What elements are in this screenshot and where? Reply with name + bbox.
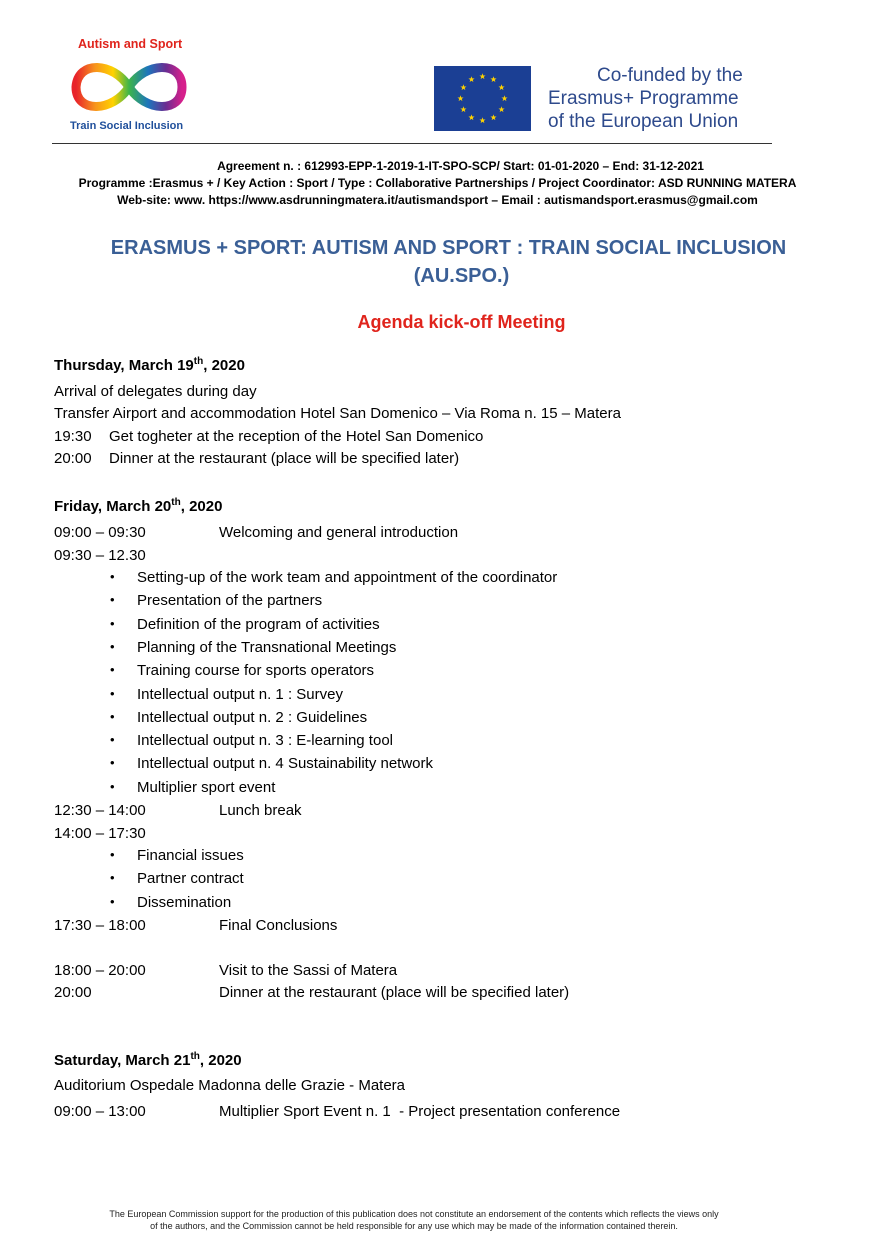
document-title (0, 234, 875, 290)
bullet-icon: • (110, 662, 115, 678)
bullet-icon: • (110, 870, 115, 886)
logo-title: Autism and Sport (78, 37, 183, 51)
agenda-time: 09:30 – 12.30 (54, 547, 146, 564)
bullet-icon: • (110, 685, 115, 701)
agenda-item: 18:00 – 20:00 Visit to the Sassi of Matera (54, 962, 398, 979)
bullet-icon: • (110, 638, 115, 654)
agenda-item: 17:30 – 18:00 Final Conclusions (54, 917, 338, 934)
cofund-line-3: of the European Union (548, 111, 739, 132)
agreement-line-3: Web-site: www. https://www.asdrunningmatera.it/autismandsport – Email : autismandsport.erasmus@gmail.com (117, 193, 758, 207)
list-item-label: Financial issues (137, 847, 244, 864)
thursday-heading: Thursday, March 19th, 2020 (54, 356, 245, 374)
bullet-icon: • (110, 708, 115, 724)
agenda-item: 09:00 – 09:30 Welcoming and general introduction (54, 524, 459, 541)
list-item-label: Definition of the program of activities (137, 615, 380, 633)
thursday-transfer: Transfer Airport and accommodation Hotel San Domenico – Via Roma n. 15 – Matera (54, 405, 621, 422)
bullet-icon: • (110, 847, 115, 862)
bullet-icon: • (110, 755, 115, 771)
eu-flag-icon (434, 66, 531, 131)
list-item-label: Presentation of the partners (137, 592, 323, 610)
bullet-icon: • (110, 778, 115, 794)
saturday-venue: Auditorium Ospedale Madonna delle Grazie - Matera (54, 1077, 406, 1094)
list-item-label: Intellectual output n. 4 Sustainability network (137, 755, 434, 773)
agreement-line-1: Agreement n. : 612993-EPP-1-2019-1-IT-SPO-SCP/ Start: 01-01-2020 – End: 31-12-2021 (217, 159, 704, 173)
agenda-time: 14:00 – 17:30 (54, 825, 146, 842)
list-item-label: Intellectual output n. 1 : Survey (137, 685, 343, 703)
agreement-line-2: Programme :Erasmus + / Key Action : Sport / Type : Collaborative Partnerships / Project Coordinator: ASD RUNNING MATERA (78, 176, 797, 190)
agenda-item: 12:30 – 14:00 Lunch break (54, 802, 302, 819)
logo-subtitle: Train Social Inclusion (70, 120, 184, 132)
saturday-heading: Saturday, March 21th, 2020 (54, 1051, 242, 1069)
list-item-label: Intellectual output n. 2 : Guidelines (137, 708, 368, 726)
eu-cofunded-text (548, 64, 743, 133)
title-line-1: ERASMUS + SPORT: AUTISM AND SPORT : TRAIN SOCIAL INCLUSION (110, 237, 787, 259)
bullet-icon: • (110, 615, 115, 631)
disclaimer-line-2: of the authors, and the Commission cannot be held responsible for any use which may be made of the information contained therein. (150, 1221, 678, 1231)
agenda-item: 09:00 – 13:00 Multiplier Sport Event n. 1 - Project presentation conference (54, 1103, 621, 1120)
agenda-item: 19:30 Get togheter at the reception of the Hotel San Domenico (54, 428, 484, 445)
agenda-item: 20:00 Dinner at the restaurant (place will be specified later) (54, 450, 460, 467)
thursday-arrival: Arrival of delegates during day (54, 383, 257, 400)
bullet-icon: • (110, 592, 115, 608)
list-item-label: Setting-up of the work team and appointment of the coordinator (137, 569, 558, 586)
disclaimer-line-1: The European Commission support for the production of this publication does not constitute an endorsement of the contents which reflects the views only (109, 1209, 719, 1219)
eu-disclaimer (52, 1208, 776, 1232)
title-line-2: (AU.SPO.) (413, 265, 510, 287)
agenda-subtitle: Agenda kick-off Meeting (357, 312, 566, 332)
friday-heading: Friday, March 20th, 2020 (54, 497, 223, 515)
list-item-label: Training course for sports operators (137, 662, 375, 680)
cofund-line-1: Co-funded by the (597, 65, 743, 86)
list-item-label: Dissemination (137, 893, 232, 911)
list-item-label: Planning of the Transnational Meetings (137, 638, 397, 656)
header-divider (52, 143, 772, 144)
infinity-logo-icon (68, 52, 190, 122)
bullet-icon: • (110, 732, 115, 748)
bullet-icon: • (110, 893, 115, 909)
agenda-item: 20:00 Dinner at the restaurant (place will be specified later) (54, 984, 570, 1001)
cofund-line-2: Erasmus+ Programme (548, 88, 739, 109)
list-item-label: Partner contract (137, 870, 244, 888)
list-item-label: Multiplier sport event (137, 778, 276, 796)
list-item-label: Intellectual output n. 3 : E-learning tool (137, 732, 393, 750)
bullet-icon: • (110, 569, 115, 584)
agreement-info (0, 158, 875, 209)
